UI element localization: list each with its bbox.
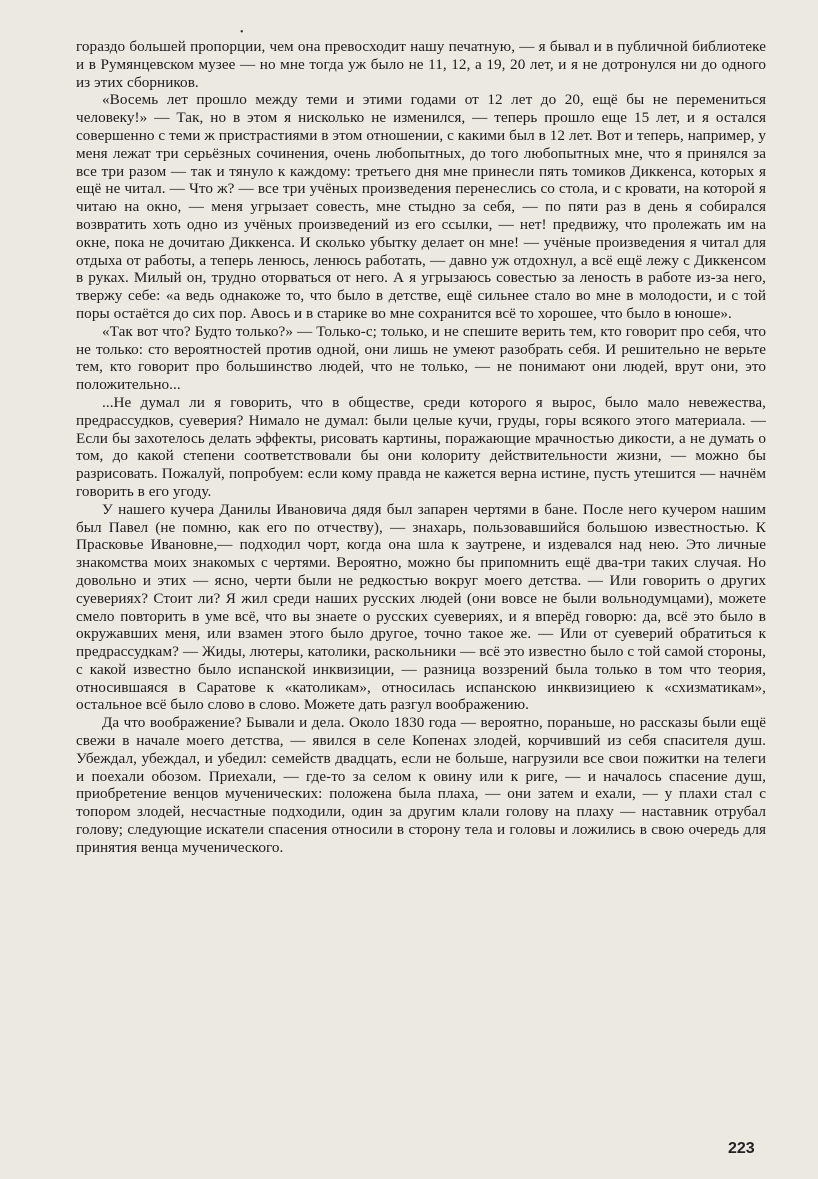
paragraph-2: «Восемь лет прошло между теми и этими годами от 12 лет до 20, ещё бы не перемениться человеку!» — Так, но в этом я нисколько не изменился, — теперь прошло еще 15 лет, и я остался совершенно с теми ж пристрастиями в этом отношении, с какими был в 12 лет. Вот и теперь, например, у меня лежат три серьёзных сочинения, очень любопытных, до того любопытных мне, что я принялся за все три разом — так и тянуло к каждому: третьего дня мне принесли пять томиков Диккенса, которых я ещё не читал. — Что ж? — все три учёных произведения перенеслись со стола, и с кровати, на которой я читаю на окно, — меня угрызает совесть, мне стыдно за себя, — по пяти раз в день я собирался возвратить хоть одно из учёных произведений из его ссылки, — нет! предвижу, что пролежать им на окне, пока не дочитаю Диккенса. И сколько убытку делает он мне! — учёные произведения я читал для отдыха от работы, а теперь ленюсь, ленюсь работать, — давно уж отдохнул, а всё ещё лежу с Диккенсом в руках. Милый он, трудно оторваться от него. А я угрызаюсь совестью за леность в работе из-за него, твержу себе: «а ведь однакоже то, что было в детстве, ещё сильнее стало во мне в молодости, и с той поры остаётся до сих пор. Авось и в старике во мне сохранится всё то хорошее, что было в юноше». — [76, 91, 766, 322]
page-number: 223 — [728, 1140, 755, 1157]
paragraph-5: У нашего кучера Данилы Ивановича дядя был запарен чертями в бане. После него кучером нашим был Павел (не помню, как его по отчеству), — знахарь, пользовавшийся большою известностью. К Прасковье Ивановне,— подходил чорт, когда она шла к заутрене, и издевался над нею. Это личные знакомства моих знакомых с чертями. Вероятно, можно бы припомнить ещё два-три таких случая. Но довольно и этих — ясно, черти были не редкостью вокруг моего детства. — Или говорить о других суевериях? Стоит ли? Я жил среди наших русских людей (они вовсе не были вольнодумцами), можете смело повторить в уме всё, что вы знаете о русских суевериях, и я вперёд говорю: да, всё это было в окружавших меня, или взамен этого было другое, точно такое же. — Или от суеверий обратиться к предрассудкам? — Жиды, лютеры, католики, раскольники — всё это известно было с той самой стороны, с какой известно было испанской инквизиции, — разница воззрений была только в том что теория, относившаяся в Саратове к «католикам», относилась испанскою инквизициею к «схизматикам», остальное всё было слово в слово. Можете дать разгул воображению. — [76, 500, 766, 714]
paragraph-3: «Так вот что? Будто только?» — Только-с; только, и не спешите верить тем, кто говорит про себя, что не только: сто вероятностей против одной, они лишь не умеют разобрать себя. И решительно не верьте тем, кто говорит про большинство людей, что не только, — не понимают они людей, врут они, это положительно... — [76, 322, 766, 394]
paragraph-6: Да что воображение? Бывали и дела. Около 1830 года — вероятно, пораньше, но рассказы были ещё свежи в начале моего детства, — явился в селе Копенах злодей, корчивший из себя спасителя душ. Убеждал, убеждал, и убедил: семейств двадцать, если не больше, нагрузили все свои пожитки на телеги и поехали обозом. Приехали, — где-то за селом к овину или к риге, — и началось спасение душ, приобретение венцов мученических: положена была плаха, — они затем и ехали, — у плахи стал с топором злодей, несчастные подходили, один за другим клали голову на плаху — наставник отрубал голову; следующие искатели спасения относили в сторону тела и головы и ложились в свою очередь для принятия венца мученического. — [76, 714, 766, 856]
page-body — [76, 38, 766, 857]
paragraph-4: ...Не думал ли я говорить, что в обществе, среди которого я вырос, было мало невежества, предрассудков, суеверия? Нимало не думал: были целые кучи, груды, горы всякого этого материала. — Если бы захотелось делать эффекты, рисовать картины, поражающие мрачностью дикости, а не думать о том, до какой степени соответствовали бы они колориту действительности жизни, — можно бы разрисовать. Пожалуй, попробуем: если кому правда не кажется верна истине, пусть утешится — начнём говорить в его угоду. — [76, 393, 766, 500]
paragraph-1: гораздо большей пропорции, чем она превосходит нашу печатную, — я бывал и в публичной библиотеке и в Румянцевском музее — но мне тогда уж было не 11, 12, а 19, 20 лет, и я не дотронулся ни до одного из этих сборников. — [76, 38, 766, 91]
page-top-mark: • — [240, 27, 244, 38]
